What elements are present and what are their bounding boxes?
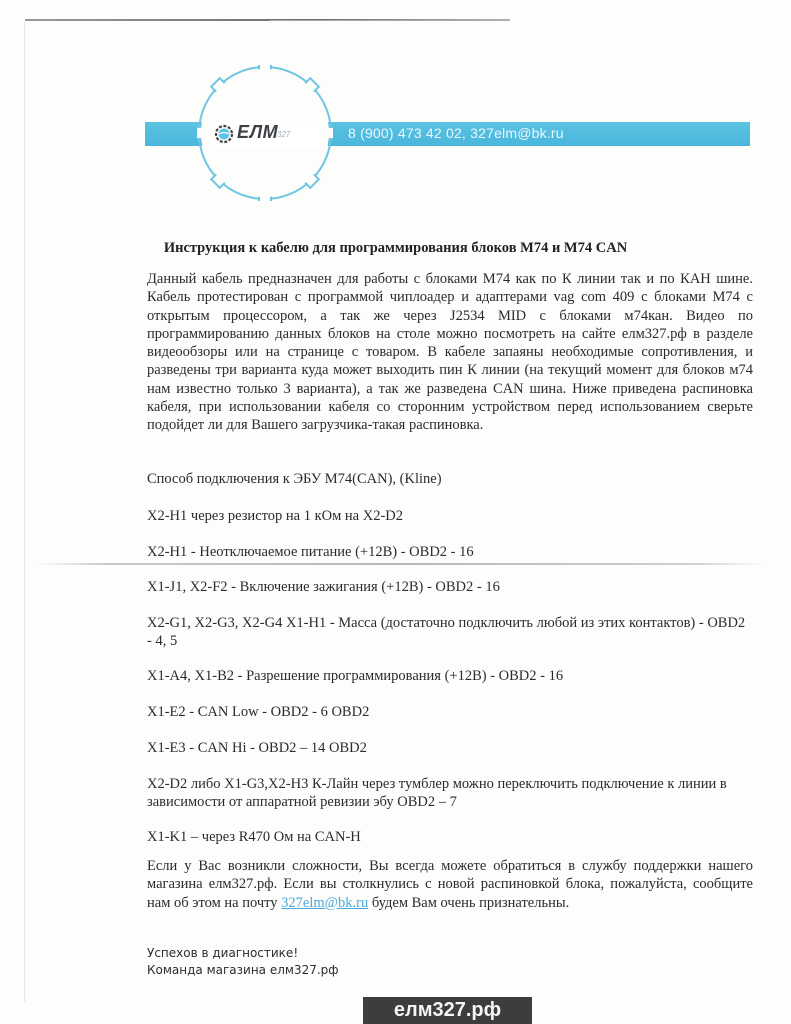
pinout-line: X2-H1 - Неотключаемое питание (+12В) - OBD2 - 16 bbox=[147, 544, 474, 560]
support-text: Если у Вас возникли сложности, Вы всегда можете обратиться в службу поддержки нашего магазина елм327.рф. Если вы столкнулись с новой распиновкой блока, пожалуйста, сообщите нам об этом на почту bbox=[147, 858, 753, 911]
signoff-line-2: Команда магазина елм327.рф bbox=[147, 963, 339, 977]
header-contacts: 8 (900) 473 42 02, 327elm@bk.ru bbox=[348, 125, 564, 141]
pinout-line: X1-K1 – через R470 Ом на CAN-H bbox=[147, 829, 361, 845]
signoff-line-1: Успехов в диагностике! bbox=[147, 946, 299, 960]
top-rule-shadow bbox=[270, 20, 508, 21]
support-email-link[interactable]: 327elm@bk.ru bbox=[281, 894, 369, 911]
support-text-end: будем Вам очень признательны. bbox=[368, 894, 570, 911]
paper-edge bbox=[24, 22, 25, 1002]
document-title: Инструкция к кабелю для программирования блоков М74 и М74 CAN bbox=[163, 240, 628, 256]
pinout-line: X1-E3 - CAN Hi - OBD2 – 14 OBD2 bbox=[147, 740, 367, 756]
pinout-line: X2-H1 через резистор на 1 кОм на X2-D2 bbox=[147, 508, 404, 524]
pinout-line: X2-G1, X2-G3, X2-G4 X1-H1 - Масса (достаточно подключить любой из этих контактов) - OBD2 - 4, 5 bbox=[147, 615, 746, 649]
logo-suffix: 327 bbox=[277, 130, 291, 139]
support-paragraph bbox=[147, 857, 753, 912]
signoff bbox=[147, 945, 339, 979]
pinout-line: X1-J1, X2-F2 - Включение зажигания (+12В) - OBD2 - 16 bbox=[147, 579, 500, 595]
pinout-line: X2-D2 либо X1-G3,X2-H3 К-Лайн через тумблер можно переключить подключение к линии в зависимости от аппаратной ревизии эбу OBD2 – 7 bbox=[147, 776, 727, 810]
connection-heading: Способ подключения к ЭБУ М74(CAN), (Kline) bbox=[147, 471, 442, 487]
intro-paragraph: Данный кабель предназначен для работы с блоками М74 как по К линии так и по КАН шине. Кабель протестирован с программой чиплоадер и адаптерами vag com 409 с блоками М74 с открытым процессором, а так же через J2534 MID с блоками м74кан. Видео по программированию данных блоков на столе можно посмотреть на сайте елм327.рф в разделе видеообзоры или на странице с товаром. В кабеле запаяны необходимые сопротивления, и разведены три варианта куда может выходить пин К линии (на текущий момент для блоков м74 нам известно только 3 варианта), а так же разведена CAN шина. Ниже приведена распиновка кабеля, при использовании кабеля со сторонним устройством перед использованием сверьте подойдет ли для Вашего загрузчика-такая распиновка. bbox=[147, 271, 753, 434]
pinout-line: X1-A4, X1-B2 - Разрешение программирования (+12В) - OBD2 - 16 bbox=[147, 668, 564, 684]
paper-fold bbox=[35, 563, 765, 565]
logo-gear-icon bbox=[213, 123, 235, 145]
pinout-line: X1-E2 - CAN Low - OBD2 - 6 OBD2 bbox=[147, 704, 370, 720]
logo-wordmark: ЕЛМ bbox=[237, 122, 279, 142]
footer-site-badge: елм327.рф bbox=[363, 997, 532, 1024]
